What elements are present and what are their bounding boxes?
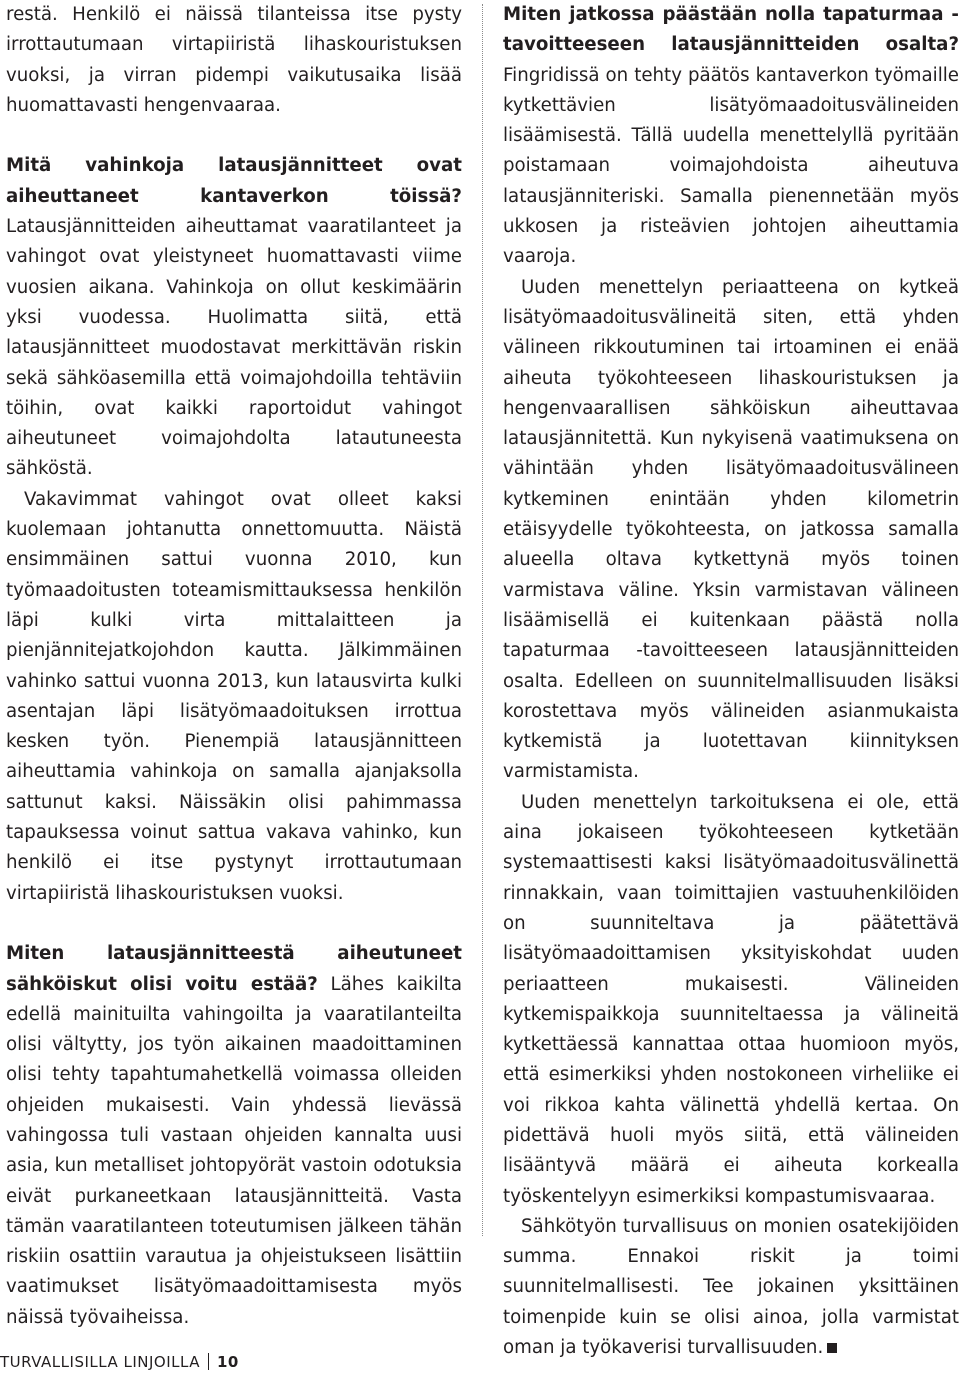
paragraph-procedure-purpose: Uuden menettelyn tarkoituksena ei ole, että aina jokaiseen työkohteeseen kytketään systemaattisesti kaksi lisätyömaadoitusvälinettä rinnakkain, vaan toimittajien vastuuhenkilöiden on suunniteltava ja päätettävä lisätyömaadoittamisen yksityiskohdat uuden periaatteen mukaisesti. Välineiden kytkemispaikkoja suunniteltaessa ja välineitä kytkettäessä kannattaa ottaa huomioon myös, että esimerkiksi yhden nostokoneen virheliike ei voi rikkoa kahta välinettä yhdellä kertaa. On pidettävä huoli myös siitä, että välineiden lisääntyvä määrä ei aiheuta korkealla työskentelyyn esimerkiksi kompastumisvaaraa. (503, 791, 959, 1207)
section-accidents (6, 151, 462, 484)
section-prevention (6, 939, 462, 1333)
column-divider (482, 4, 483, 1236)
paragraph-new-procedure: Uuden menettelyn periaatteena on kytkeä lisätyömaadoitusvälineitä siten, että yhden välineen rikkoutuminen tai irtoaminen ei enää aiheuta työkohteeseen lihaskouristuksen ja hengenvaarallisen sähköiskun aiheuttavaa latausjännitettä. Kun nykyisenä vaatimuksena on vähintään yhden lisätyömaadoitusvälineen kytkeminen enintään yhden kilometrin etäisyydelle työkohteesta, on jatkossa samalla alueella oltava kytkettynä myös toinen varmistava väline. Yksin varmistavan välineen lisäämisellä ei kuitenkaan päästä nolla tapaturmaa -tavoitteeseen latausjännitteiden osalta. Edelleen on suunnitelmallisuuden lisäksi korostettava myös välineiden asianmukaista kytkemistä ja luotettavan kiinnityksen varmistamista. (503, 276, 959, 783)
page-footer (0, 1351, 239, 1373)
end-of-article-mark (827, 1343, 837, 1353)
publication-name: TURVALLISILLA LINJOILLA (0, 1353, 200, 1371)
paragraph-fatal-accidents: Vakavimmat vahingot ovat olleet kaksi kuolemaan johtanutta onnettomuutta. Näistä ensimmäinen sattui vuonna 2010, kun työmaadoitusten toteamismittauksessa henkilön läpi kulki virta mittalaitteen ja pienjännitejatkojohdon kautta. Jälkimmäinen vahinko sattui vuonna 2013, kun latausvirta kulki asentajan läpi lisätyömaadoituksen irrottua kesken työn. Pienempiä latausjännitteen aiheuttamia vahinkoja on samalla ajanjaksolla sattunut kaksi. Näissäkin olisi pahimmassa tapauksessa voinut sattua vakava vahinko, kun henkilö ei itse pystynyt irrottautumaan virtapiiristä lihaskouristuksen vuoksi. (6, 488, 462, 904)
page-number: 10 (216, 1353, 239, 1371)
left-column (6, 0, 462, 1333)
question-heading: Mitä vahinkoja latausjännitteet ovat aiheuttaneet kantaverkon töissä? (6, 155, 462, 207)
question-heading: Miten latausjännitteestä aiheutuneet sähköiskut olisi voitu estää? (6, 943, 462, 995)
footer-separator (208, 1353, 209, 1370)
paragraph-closing (503, 1212, 959, 1363)
question-heading: Miten jatkossa päästään nolla tapaturmaa -tavoitteeseen latausjännitteiden osalta? (503, 4, 959, 56)
paragraph-continued: restä. Henkilö ei näissä tilanteissa itse pysty irrottautumaan virtapiiristä lihaskouristuksen vuoksi, ja virran pidempi vaikutusaika lisää huomattavasti hengenvaaraa. (6, 4, 462, 116)
right-column (503, 0, 959, 1363)
closing-text: Sähkötyön turvallisuus on monien osatekijöiden summa. Ennakoi riskit ja toimi suunnitelmallisesti. Tee jokainen yksittäinen toimenpide kuin se olisi ainoa, jolla varmistat oman ja työkaverisi turvallisuuden. (503, 1215, 959, 1359)
section-text: Fingridissä on tehty päätös kantaverkon työmaille kytkettävien lisätyömaadoitusvälineiden lisäämisestä. Tällä uudella menettelyllä pyritään poistamaan voimajohdoista aiheutuva latausjänniteriski. Samalla pienennetään myös ukkosen ja risteävien johtojen aiheuttamia vaaroja. (503, 64, 959, 268)
section-text: Latausjännitteiden aiheuttamat vaaratilanteet ja vahingot ovat yleistyneet huomattavasti viime vuosien aikana. Vahinkoja on ollut keskimäärin yksi vuodessa. Huolimatta siitä, että latausjännitteet muodostavat merkittävän riskin sekä sähköasemilla että voimajohdoilla tehtäviin töihin, ovat kaikki raportoidut vahingot aiheutuneet voimajohdolta latautuneesta sähköstä. (6, 216, 462, 480)
section-zero-accidents (503, 0, 959, 273)
section-text: Lähes kaikilta edellä mainituilta vahingoilta ja vaaratilanteilta olisi vältytty, jos työn aikainen maadoittaminen olisi tehty tapahtumahetkellä voimassa olleiden ohjeiden mukaisesti. Vain yhdessä lievässä vahingossa tuli vastaan ohjeiden kannalta uusi asia, kun metalliset johtopyörät vastoin odotuksia eivät purkaneetkaan latausjännitteitä. Vasta tämän vaaratilanteen toteutumisen jälkeen tähän riskiin osattiin varautua ja ohjeistukseen lisättiin vaatimukset lisätyömaadoittamisesta myös näissä työvaiheissa. (6, 973, 462, 1328)
